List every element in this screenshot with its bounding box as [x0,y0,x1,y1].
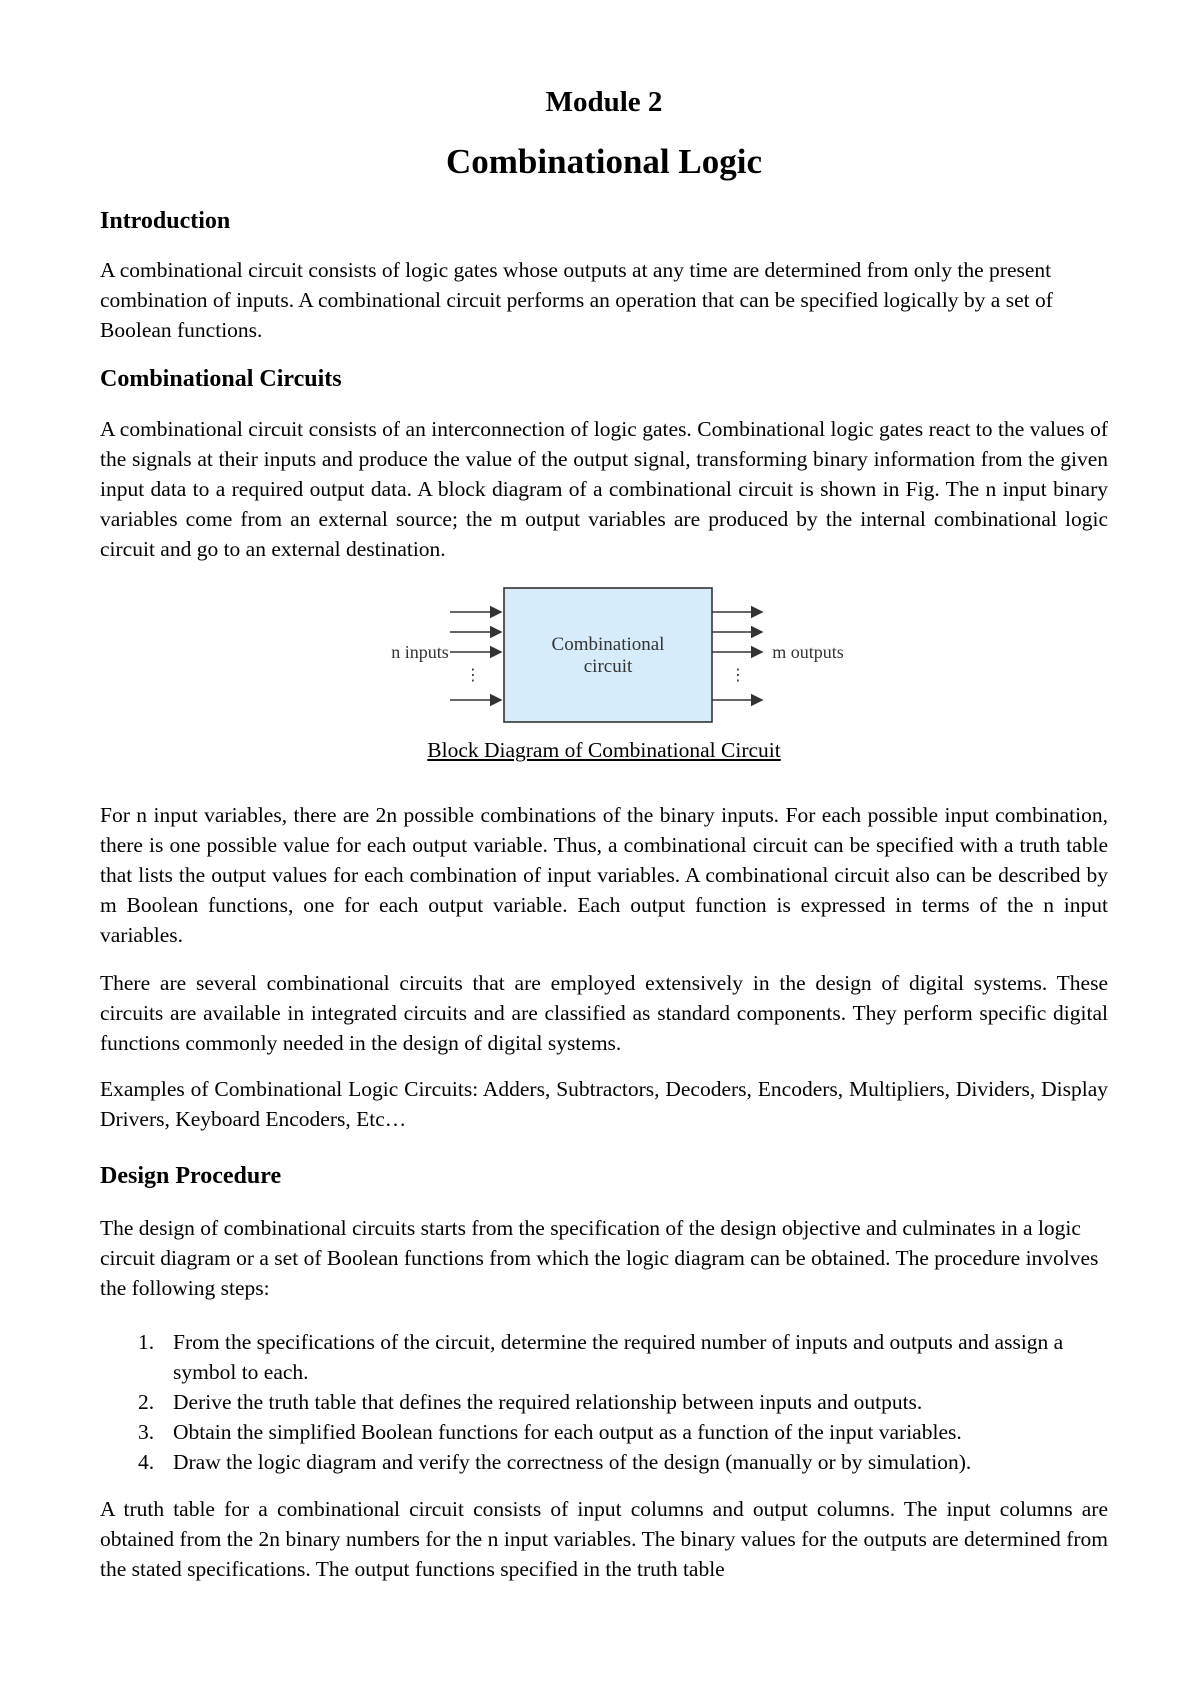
step-number: 1. [138,1330,155,1354]
step-number: 3. [138,1420,155,1444]
step-number: 4. [138,1450,155,1474]
circuits-paragraph: A combinational circuit consists of an interconnection of logic gates. Combinational logic gates react to the values of the signals at their inputs and produce the value of the output signal, transforming binary information from the given input data to a required output data. A block diagram of a combinational circuit is shown in Fig. The n input binary variables come from an external source; the m output variables are produced by the internal combinational logic circuit and go to an external destination. [100,417,1108,561]
combinational-block [504,588,712,722]
step-text: From the specifications of the circuit, determine the required number of inputs and outputs and assign a symbol to each. [173,1330,1064,1384]
output-dots: ⋮ [730,665,746,684]
list-item [100,1387,1108,1417]
list-item [100,1327,1108,1387]
body-paragraph-2: There are several combinational circuits that are employed extensively in the design of digital systems. These circuits are available in integrated circuits and are classified as standard components. They perform specific digital functions commonly needed in the design of digital systems. [100,971,1108,1055]
step-number: 2. [138,1390,155,1414]
block-diagram [358,580,858,730]
step-text: Draw the logic diagram and verify the correctness of the design (manually or by simulation). [173,1450,972,1474]
design-steps-list [100,1327,1108,1477]
heading-introduction: Introduction [100,208,231,234]
heading-combinational-circuits: Combinational Circuits [100,366,342,392]
closing-paragraph: A truth table for a combinational circuit consists of input columns and output columns. The input columns are obtained from the 2n binary numbers for the n input variables. The binary values for the outputs are determined from the stated specifications. The output functions specified in the truth table [100,1497,1108,1581]
module-title: Module 2 [545,86,663,118]
step-text: Obtain the simplified Boolean functions for each output as a function of the input variables. [173,1420,962,1444]
inputs-label: n inputs [391,642,449,662]
outputs-label: m outputs [772,642,844,662]
step-text: Derive the truth table that defines the required relationship between inputs and outputs. [173,1390,923,1414]
heading-design-procedure: Design Procedure [100,1163,282,1189]
list-item [100,1417,1108,1447]
block-label-line1: Combinational [551,634,665,655]
diagram-caption: Block Diagram of Combinational Circuit [427,738,781,762]
body-paragraph-1: For n input variables, there are 2n possible combinations of the binary inputs. For each possible input combination, there is one possible value for each output variable. Thus, a combinational circuit can be specified with a truth table that lists the output values for each combination of input variables. A combinational circuit also can be described by m Boolean functions, one for each output variable. Each output function is expressed in terms of the n input variables. [100,803,1108,947]
list-item [100,1447,1108,1477]
introduction-paragraph: A combinational circuit consists of logic gates whose outputs at any time are determined from only the present combination of inputs. A combinational circuit performs an operation that can be specified logically by a set of Boolean functions. [100,258,1053,342]
input-dots: ⋮ [465,665,481,684]
block-label-line2: circuit [583,656,633,677]
page-title: Combinational Logic [445,142,762,181]
body-paragraph-3: Examples of Combinational Logic Circuits: Adders, Subtractors, Decoders, Encoders, Multipliers, Dividers, Display Drivers, Keyboard Encoders, Etc… [100,1077,1108,1131]
design-paragraph: The design of combinational circuits starts from the specification of the design objective and culminates in a logic circuit diagram or a set of Boolean functions from which the logic diagram can be obtained. The procedure involves the following steps: [100,1216,1099,1300]
